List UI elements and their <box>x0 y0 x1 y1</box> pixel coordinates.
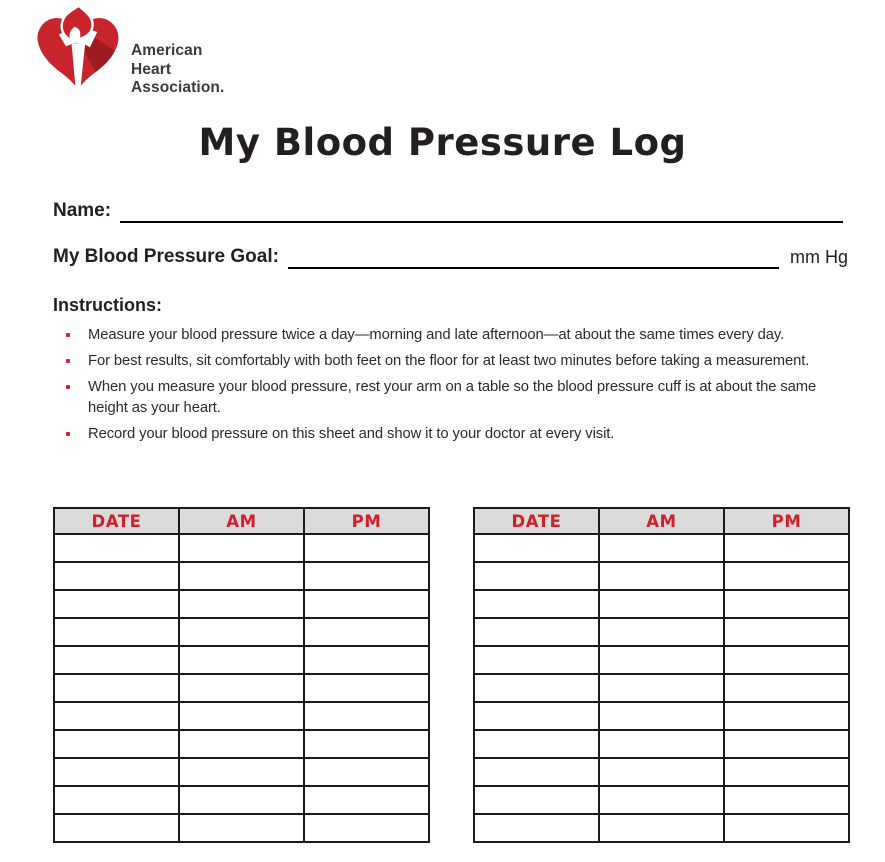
table-row <box>54 674 429 702</box>
table-row <box>474 534 849 562</box>
aha-logo <box>34 2 224 102</box>
log-cell-am <box>179 590 304 618</box>
log-cell-am <box>179 562 304 590</box>
log-cell-date <box>54 562 179 590</box>
log-cell-date <box>54 786 179 814</box>
log-cell-pm <box>724 534 849 562</box>
log-cell-pm <box>724 814 849 842</box>
log-cell-am <box>599 646 724 674</box>
goal-fill-in-line <box>288 247 779 269</box>
log-cell-date <box>474 646 599 674</box>
log-cell-pm <box>724 786 849 814</box>
log-cell-date <box>54 534 179 562</box>
log-cell-am <box>179 786 304 814</box>
table-row <box>474 646 849 674</box>
log-cell-pm <box>724 646 849 674</box>
log-cell-date <box>54 758 179 786</box>
log-cell-date <box>54 590 179 618</box>
table-row <box>54 814 429 842</box>
log-cell-pm <box>304 646 429 674</box>
header-row <box>54 508 429 534</box>
log-cell-am <box>599 702 724 730</box>
column-header-date: DATE <box>474 508 599 534</box>
table-row <box>474 674 849 702</box>
log-cell-am <box>599 590 724 618</box>
log-cell-pm <box>304 786 429 814</box>
log-cell-date <box>54 674 179 702</box>
log-cell-pm <box>304 674 429 702</box>
instructions-list <box>53 325 843 445</box>
log-cell-date <box>474 758 599 786</box>
log-cell-am <box>599 730 724 758</box>
log-cell-am <box>599 786 724 814</box>
log-cell-date <box>54 814 179 842</box>
page-title: My Blood Pressure Log <box>198 121 687 164</box>
log-cell-am <box>179 618 304 646</box>
log-cell-pm <box>724 618 849 646</box>
log-cell-am <box>179 814 304 842</box>
instructions-heading: Instructions: <box>53 295 163 315</box>
log-table-right <box>473 507 850 843</box>
log-cell-am <box>599 814 724 842</box>
table-row <box>54 534 429 562</box>
table-row <box>474 618 849 646</box>
goal-field-row <box>53 246 848 269</box>
instruction-item-1: Measure your blood pressure twice a day—morning and late afternoon—at about the same times every day. <box>53 325 843 346</box>
log-cell-date <box>474 674 599 702</box>
aha-logo-wordmark <box>131 42 224 98</box>
table-row <box>54 758 429 786</box>
log-cell-date <box>474 562 599 590</box>
log-cell-date <box>474 786 599 814</box>
instructions-section <box>53 295 843 450</box>
log-cell-pm <box>304 590 429 618</box>
log-cell-date <box>54 730 179 758</box>
log-cell-pm <box>724 590 849 618</box>
log-cell-pm <box>724 562 849 590</box>
column-header-date: DATE <box>54 508 179 534</box>
goal-label: My Blood Pressure Goal: <box>53 246 279 267</box>
log-cell-date <box>474 730 599 758</box>
log-cell-date <box>474 534 599 562</box>
table-row <box>54 730 429 758</box>
instruction-item-2: For best results, sit comfortably with both feet on the floor for at least two minutes before taking a measurement. <box>53 351 843 372</box>
heart-torch-icon <box>34 2 122 102</box>
log-cell-am <box>599 618 724 646</box>
table-row <box>54 618 429 646</box>
table-row <box>474 758 849 786</box>
table-row <box>474 786 849 814</box>
log-cell-am <box>179 730 304 758</box>
table-row <box>474 562 849 590</box>
log-cell-date <box>474 702 599 730</box>
log-cell-date <box>54 702 179 730</box>
table-row <box>54 786 429 814</box>
name-fill-in-line <box>120 201 843 223</box>
log-cell-pm <box>724 702 849 730</box>
table-row <box>474 730 849 758</box>
table-row <box>474 590 849 618</box>
column-header-pm: PM <box>724 508 849 534</box>
log-cell-am <box>179 758 304 786</box>
name-label: Name: <box>53 200 112 221</box>
log-cell-am <box>179 646 304 674</box>
log-tables-container <box>53 507 850 843</box>
header-row <box>474 508 849 534</box>
table-row <box>474 814 849 842</box>
logo-word-american: American <box>131 42 203 59</box>
log-cell-pm <box>724 758 849 786</box>
table-row <box>474 702 849 730</box>
logo-word-association: Association. <box>131 79 225 96</box>
log-cell-am <box>179 534 304 562</box>
log-cell-am <box>599 758 724 786</box>
log-cell-pm <box>724 730 849 758</box>
log-cell-pm <box>304 814 429 842</box>
log-cell-pm <box>304 618 429 646</box>
table-row <box>54 646 429 674</box>
log-cell-am <box>599 562 724 590</box>
column-header-am: AM <box>599 508 724 534</box>
log-cell-pm <box>304 758 429 786</box>
log-cell-pm <box>304 562 429 590</box>
log-cell-date <box>474 814 599 842</box>
column-header-am: AM <box>179 508 304 534</box>
log-table-left <box>53 507 430 843</box>
log-cell-am <box>179 674 304 702</box>
logo-word-heart: Heart <box>131 60 172 78</box>
column-header-pm: PM <box>304 508 429 534</box>
table-row <box>54 590 429 618</box>
log-cell-am <box>599 534 724 562</box>
table-row <box>54 702 429 730</box>
log-cell-pm <box>304 534 429 562</box>
goal-unit-label: mm Hg <box>790 247 848 267</box>
log-cell-date <box>474 590 599 618</box>
log-cell-pm <box>724 674 849 702</box>
log-cell-am <box>599 674 724 702</box>
log-cell-am <box>179 702 304 730</box>
log-cell-pm <box>304 702 429 730</box>
log-cell-pm <box>304 730 429 758</box>
name-field-row <box>53 200 843 223</box>
log-cell-date <box>474 618 599 646</box>
instruction-item-4: Record your blood pressure on this sheet and show it to your doctor at every visit. <box>53 424 843 445</box>
log-cell-date <box>54 646 179 674</box>
instruction-item-3: When you measure your blood pressure, rest your arm on a table so the blood pressure cuff is at about the same height as your heart. <box>53 377 843 419</box>
log-cell-date <box>54 618 179 646</box>
table-row <box>54 562 429 590</box>
